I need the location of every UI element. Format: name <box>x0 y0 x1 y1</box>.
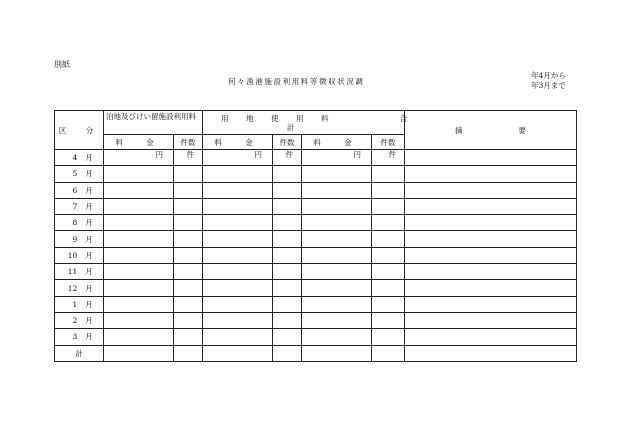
month-suffix: 月 <box>85 153 93 163</box>
header-category: 区 分 <box>55 111 104 150</box>
month-label <box>55 150 104 166</box>
month-number: 5 <box>72 169 78 179</box>
cell <box>372 345 405 361</box>
cell <box>203 198 273 214</box>
cell <box>372 296 405 312</box>
month-suffix: 月 <box>85 185 93 195</box>
unit-yen: 円 <box>203 150 273 166</box>
cell <box>104 296 174 312</box>
month-label <box>55 312 104 328</box>
subheader-fee: 料 金 <box>302 135 372 150</box>
cell <box>203 312 273 328</box>
header-remarks <box>405 111 577 150</box>
subheader-count: 件数 <box>372 135 405 150</box>
month-suffix: 月 <box>85 218 93 228</box>
subheader-count: 件数 <box>273 135 302 150</box>
cell <box>405 280 577 296</box>
month-label <box>55 264 104 280</box>
month-suffix: 月 <box>85 267 93 277</box>
cell <box>104 329 174 345</box>
cell <box>174 312 203 328</box>
month-number: 6 <box>72 185 78 195</box>
cell <box>203 182 273 198</box>
cell <box>405 247 577 263</box>
cell <box>302 198 372 214</box>
cell <box>372 280 405 296</box>
cell <box>405 198 577 214</box>
cell <box>104 345 174 361</box>
cell <box>302 247 372 263</box>
month-suffix: 月 <box>85 169 93 179</box>
total-row <box>55 345 577 361</box>
cell <box>405 182 577 198</box>
cell <box>104 247 174 263</box>
unit-yen: 円 <box>104 150 174 166</box>
document-title: 何々漁港施設利用料等徴収状況調 <box>228 77 365 86</box>
cell <box>302 345 372 361</box>
month-suffix: 月 <box>85 283 93 293</box>
attachment-label: 別紙 <box>54 60 70 69</box>
cell <box>405 329 577 345</box>
cell <box>273 345 302 361</box>
month-number: 9 <box>72 234 78 244</box>
cell <box>372 182 405 198</box>
cell <box>372 312 405 328</box>
cell <box>405 215 577 231</box>
cell <box>405 345 577 361</box>
total-row-label: 計 <box>55 345 104 361</box>
period-start: 年4月から <box>531 71 566 80</box>
header-remarks-b: 要 <box>518 125 526 135</box>
header-total-a: 合 <box>399 113 407 123</box>
table-row <box>55 166 577 182</box>
cell <box>104 166 174 182</box>
cell <box>104 231 174 247</box>
table-row <box>55 264 577 280</box>
cell <box>405 296 577 312</box>
month-suffix: 月 <box>85 202 93 212</box>
cell <box>174 345 203 361</box>
cell <box>372 215 405 231</box>
table-row <box>55 182 577 198</box>
month-number: 7 <box>72 202 78 212</box>
month-label <box>55 329 104 345</box>
cell <box>203 215 273 231</box>
month-suffix: 月 <box>85 316 93 326</box>
cell <box>174 247 203 263</box>
cell <box>203 247 273 263</box>
table-row <box>55 296 577 312</box>
month-number: 11 <box>67 267 78 277</box>
table-header-row <box>55 111 577 135</box>
cell <box>203 280 273 296</box>
cell <box>372 198 405 214</box>
cell <box>405 231 577 247</box>
month-number: 10 <box>67 250 78 260</box>
cell <box>104 264 174 280</box>
month-rows <box>55 150 577 346</box>
month-number: 1 <box>72 299 78 309</box>
cell <box>174 264 203 280</box>
cell <box>104 280 174 296</box>
table-row <box>55 329 577 345</box>
cell <box>203 264 273 280</box>
cell <box>174 280 203 296</box>
month-number: 3 <box>72 332 78 342</box>
subheader-fee: 料 金 <box>104 135 174 150</box>
cell <box>372 329 405 345</box>
month-label <box>55 215 104 231</box>
table-row <box>55 150 577 166</box>
cell <box>174 166 203 182</box>
month-label <box>55 166 104 182</box>
month-suffix: 月 <box>85 332 93 342</box>
cell <box>302 296 372 312</box>
period-end: 年3月まで <box>531 81 566 90</box>
cell <box>104 198 174 214</box>
month-label <box>55 247 104 263</box>
cell <box>174 215 203 231</box>
cell <box>302 280 372 296</box>
fiscal-period <box>531 71 566 91</box>
cell <box>372 247 405 263</box>
header-land-use-total <box>203 111 405 135</box>
header-total-b: 計 <box>287 122 295 132</box>
month-suffix: 月 <box>85 234 93 244</box>
month-number: 12 <box>67 283 78 293</box>
cell <box>372 231 405 247</box>
cell <box>174 296 203 312</box>
cell <box>273 182 302 198</box>
cell <box>104 312 174 328</box>
month-label <box>55 280 104 296</box>
cell <box>203 231 273 247</box>
unit-yen: 円 <box>302 150 372 166</box>
cell <box>104 182 174 198</box>
table-row <box>55 312 577 328</box>
table-row <box>55 247 577 263</box>
subheader-fee: 料 金 <box>203 135 273 150</box>
month-label <box>55 296 104 312</box>
cell <box>302 231 372 247</box>
month-label <box>55 182 104 198</box>
cell <box>273 296 302 312</box>
cell <box>273 329 302 345</box>
cell <box>203 329 273 345</box>
cell <box>302 329 372 345</box>
table-row <box>55 215 577 231</box>
table-row <box>55 280 577 296</box>
table-row <box>55 198 577 214</box>
header-mooring-fee: 泊地及びけい留施設利用料 <box>104 111 203 135</box>
cell <box>372 166 405 182</box>
cell <box>273 312 302 328</box>
cell <box>273 231 302 247</box>
month-suffix: 月 <box>85 250 93 260</box>
unit-ken: 件 <box>273 150 302 166</box>
month-number: 2 <box>72 316 78 326</box>
header-remarks-a: 摘 <box>455 125 463 135</box>
cell <box>302 215 372 231</box>
month-number: 4 <box>72 153 78 163</box>
cell <box>174 182 203 198</box>
cell <box>273 247 302 263</box>
unit-ken: 件 <box>372 150 405 166</box>
cell <box>174 198 203 214</box>
cell <box>302 182 372 198</box>
cell <box>273 215 302 231</box>
cell <box>302 312 372 328</box>
cell <box>174 231 203 247</box>
cell <box>273 166 302 182</box>
cell <box>405 166 577 182</box>
month-number: 8 <box>72 218 78 228</box>
month-label <box>55 198 104 214</box>
cell <box>104 215 174 231</box>
cell <box>302 264 372 280</box>
cell <box>405 312 577 328</box>
cell <box>203 345 273 361</box>
collection-status-table <box>54 110 577 362</box>
cell <box>273 264 302 280</box>
cell <box>302 166 372 182</box>
cell <box>174 329 203 345</box>
table-row <box>55 231 577 247</box>
cell <box>372 264 405 280</box>
cell <box>203 296 273 312</box>
cell <box>405 264 577 280</box>
subheader-count: 件数 <box>174 135 203 150</box>
header-land-use: 用 地 使 用 料 <box>221 113 334 123</box>
month-label <box>55 231 104 247</box>
cell <box>273 280 302 296</box>
cell <box>273 198 302 214</box>
unit-ken: 件 <box>174 150 203 166</box>
cell <box>203 166 273 182</box>
cell <box>405 150 577 166</box>
month-suffix: 月 <box>85 299 93 309</box>
